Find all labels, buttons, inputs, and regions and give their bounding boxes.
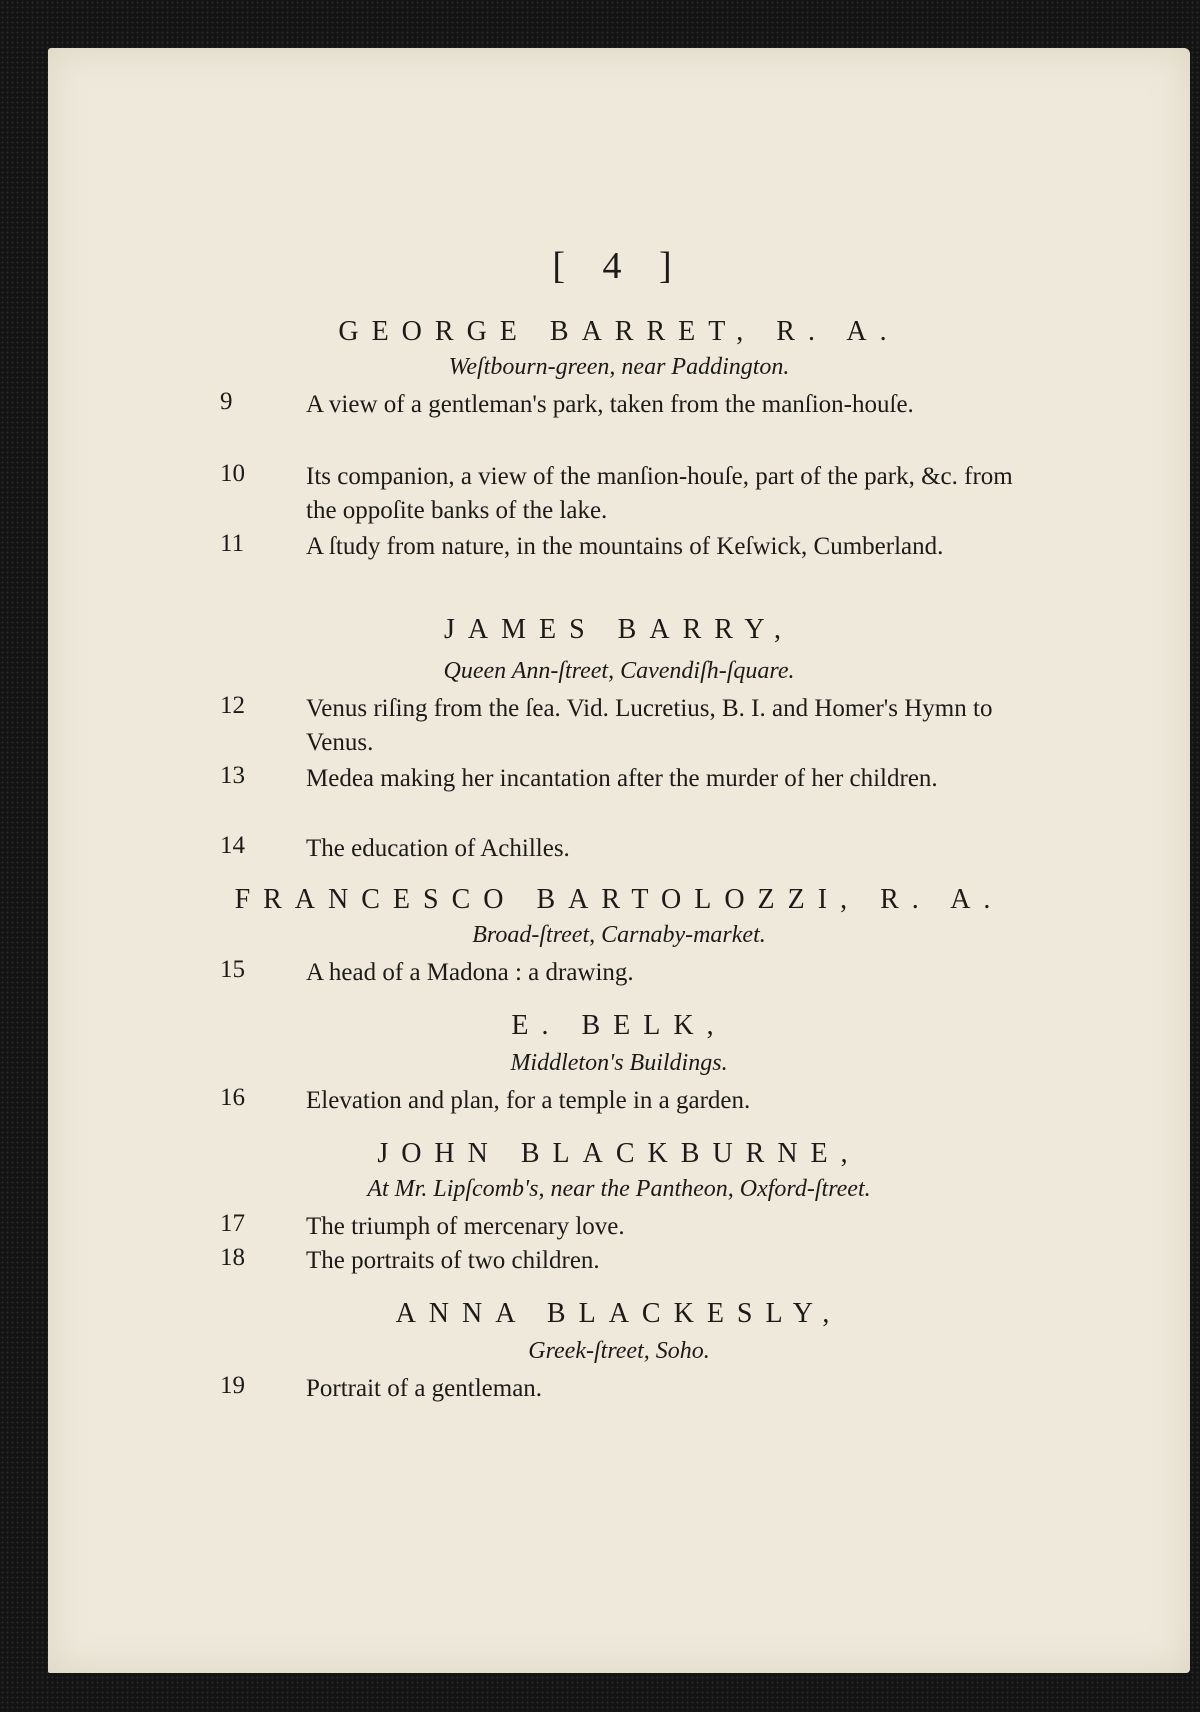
artist-name: JAMES BARRY, bbox=[443, 614, 794, 645]
entry-title: The portraits of two children. bbox=[306, 1247, 600, 1274]
entry-title: A view of a gentleman's park, taken from the manſion-houſe. bbox=[306, 391, 914, 418]
entry-number: 10 bbox=[220, 460, 245, 487]
catalogue-page bbox=[48, 48, 1190, 1673]
entry-title: Elevation and plan, for a temple in a garden. bbox=[306, 1087, 751, 1114]
entry-title: A ſtudy from nature, in the mountains of Keſwick, Cumberland. bbox=[306, 533, 944, 560]
artist-name: JOHN BLACKBURNE, bbox=[377, 1138, 861, 1169]
entry-number: 17 bbox=[220, 1210, 245, 1237]
entry-number: 15 bbox=[220, 956, 245, 983]
entry-number: 16 bbox=[220, 1084, 245, 1111]
entry-number: 14 bbox=[220, 832, 245, 859]
artist-address: At Mr. Lipſcomb's, near the Pantheon, Oxford-ſtreet. bbox=[367, 1176, 871, 1202]
entry-title: Its companion, a view of the manſion-houſe, part of the park, &c. from the oppoſite banks of the lake. bbox=[306, 463, 1013, 524]
entry-title: The triumph of mercenary love. bbox=[306, 1213, 625, 1240]
entry-title: A head of a Madona : a drawing. bbox=[306, 959, 634, 986]
entry-number: 13 bbox=[220, 762, 245, 789]
artist-address: Queen Ann-ſtreet, Cavendiſh-ſquare. bbox=[443, 658, 795, 684]
entry-title: Portrait of a gentleman. bbox=[306, 1375, 543, 1402]
entry-title: Venus riſing from the ſea. Vid. Lucretius, B. I. and Homer's Hymn to Venus. bbox=[306, 695, 993, 756]
artist-address: Middleton's Buildings. bbox=[510, 1050, 728, 1076]
artist-name: ANNA BLACKESLY, bbox=[395, 1298, 843, 1329]
artist-address: Broad-ſtreet, Carnaby-market. bbox=[472, 922, 766, 948]
page-number: [ 4 ] bbox=[552, 245, 686, 287]
entry-number: 18 bbox=[220, 1244, 245, 1271]
entry-number: 19 bbox=[220, 1372, 245, 1399]
artist-name: E. BELK, bbox=[511, 1010, 727, 1041]
entry-title: The education of Achilles. bbox=[306, 835, 570, 862]
entry-title: Medea making her incantation after the murder of her children. bbox=[306, 765, 938, 792]
entry-number: 11 bbox=[220, 530, 245, 557]
artist-name: GEORGE BARRET, R. A. bbox=[338, 316, 900, 347]
entry-number: 9 bbox=[220, 388, 233, 415]
artist-address: Weſtbourn-green, near Paddington. bbox=[448, 354, 790, 380]
entry-number: 12 bbox=[220, 692, 245, 719]
artist-name: FRANCESCO BARTOLOZZI, R. A. bbox=[234, 884, 1004, 915]
artist-address: Greek-ſtreet, Soho. bbox=[528, 1338, 710, 1364]
